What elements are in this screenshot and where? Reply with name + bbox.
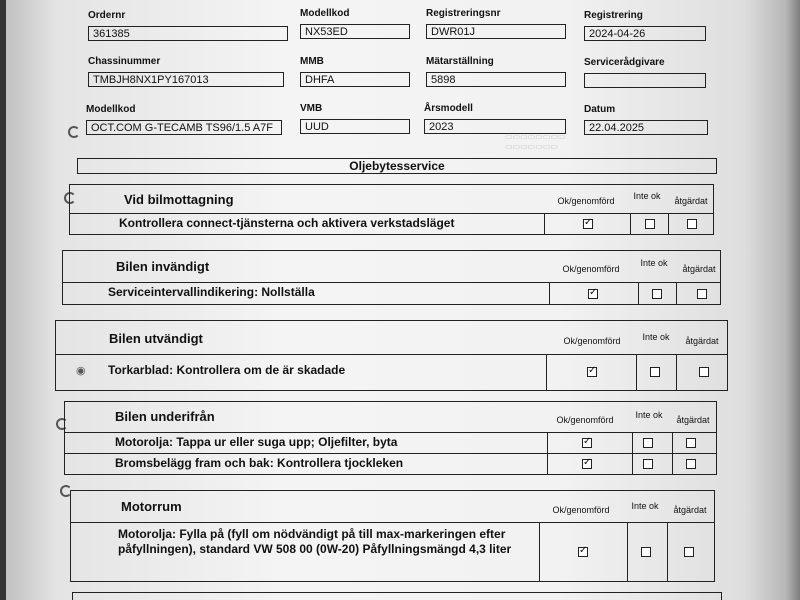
ok-cell xyxy=(549,283,639,305)
row-text: Motorolja: Fylla på (fyll om nödvändigt på till max-markeringen efter påfyllningen), standard VW 508 00 (0W-20) Påfyllningsmängd 4,3 liter xyxy=(118,527,512,556)
inte-ok-checkbox[interactable] xyxy=(643,438,653,448)
checklist-row xyxy=(65,454,716,475)
checklist-row xyxy=(56,355,727,391)
col-inte-ok-label: Inte ok xyxy=(640,258,668,268)
col-atgardat-label: åtgärdat xyxy=(682,264,716,274)
ok-checkbox[interactable] xyxy=(578,547,588,557)
chassinummer-value: TMBJH8NX1PY167013 xyxy=(88,72,284,87)
section-vid-bilmottagning xyxy=(69,184,714,235)
stamp-watermark: ▭▭▭▭▭▭▭▭ xyxy=(505,132,566,141)
section-header xyxy=(56,321,727,355)
section-header xyxy=(65,402,716,433)
section-title: Bilen invändigt xyxy=(116,259,210,274)
matarstallning-value: 5898 xyxy=(426,72,566,87)
section-header xyxy=(70,185,713,214)
modellkod1-value: NX53ED xyxy=(300,24,410,39)
paper-edge-shadow xyxy=(786,0,800,600)
col-inte-ok-label: Inte ok xyxy=(633,191,661,201)
col-ok-label: Ok/genomförd xyxy=(557,196,615,206)
atgardat-cell xyxy=(668,214,715,235)
vmb-label: VMB xyxy=(300,103,323,114)
ok-cell xyxy=(546,355,637,391)
ok-cell xyxy=(544,214,631,235)
ok-checkbox[interactable] xyxy=(582,438,592,448)
col-atgardat-label: åtgärdat xyxy=(674,196,708,206)
modellkod2-value: OCT.COM G-TECAMB TS96/1.5 A7F xyxy=(86,120,282,135)
col-ok-label: Ok/genomförd xyxy=(562,264,620,274)
eye-icon: ◉ xyxy=(76,365,86,377)
inte-ok-cell xyxy=(632,433,673,453)
inte-ok-cell xyxy=(630,214,669,235)
inte-ok-checkbox[interactable] xyxy=(643,459,653,469)
checklist-row xyxy=(65,433,716,454)
registrering-value: 2024-04-26 xyxy=(584,26,706,41)
inte-ok-checkbox[interactable] xyxy=(652,289,662,299)
atgardat-cell xyxy=(676,283,722,305)
vmb-value: UUD xyxy=(300,119,410,134)
modellkod2-label: Modellkod xyxy=(86,104,136,115)
col-inte-ok-label: Inte ok xyxy=(635,410,663,420)
arsmodell-label: Årsmodell xyxy=(424,103,473,114)
section-motorrum xyxy=(70,490,715,582)
col-atgardat-label: åtgärdat xyxy=(676,415,710,425)
datum-label: Datum xyxy=(584,104,616,115)
atgardat-checkbox[interactable] xyxy=(687,219,697,229)
vehicle-info-header xyxy=(78,0,714,142)
punch-hole-mark xyxy=(68,126,80,138)
arsmodell-value: 2023 xyxy=(424,119,566,134)
atgardat-checkbox[interactable] xyxy=(684,547,694,557)
registreringsnr-label: Registreringsnr xyxy=(426,8,501,19)
atgardat-cell xyxy=(676,355,729,391)
inte-ok-checkbox[interactable] xyxy=(645,219,655,229)
checklist-row xyxy=(71,523,714,582)
section-bilen-utvandigt xyxy=(55,320,728,391)
chassinummer-label: Chassinummer xyxy=(88,56,161,67)
ok-cell xyxy=(539,523,628,582)
background-strip xyxy=(0,0,6,600)
inte-ok-checkbox[interactable] xyxy=(641,547,651,557)
atgardat-checkbox[interactable] xyxy=(686,459,696,469)
ordernr-label: Ordernr xyxy=(88,10,126,21)
checklist-row xyxy=(70,214,713,235)
ok-cell xyxy=(547,433,633,453)
checklist-row xyxy=(63,283,720,305)
section-title: Vid bilmottagning xyxy=(124,192,234,207)
ok-checkbox[interactable] xyxy=(582,459,592,469)
section-header xyxy=(63,251,720,283)
registrering-label: Registrering xyxy=(584,10,643,21)
ordernr-value: 361385 xyxy=(88,26,288,41)
section-title: Bilen utvändigt xyxy=(109,331,203,346)
ok-checkbox[interactable] xyxy=(588,289,598,299)
row-text: Torkarblad: Kontrollera om de är skadade xyxy=(108,363,346,377)
inte-ok-cell xyxy=(638,283,677,305)
atgardat-checkbox[interactable] xyxy=(686,438,696,448)
col-ok-label: Ok/genomförd xyxy=(556,415,614,425)
inte-ok-checkbox[interactable] xyxy=(650,367,660,377)
inte-ok-cell xyxy=(632,454,673,475)
mmb-label: MMB xyxy=(300,56,324,67)
section-title: Bilen underifrån xyxy=(115,409,215,424)
atgardat-cell xyxy=(667,523,716,582)
matarstallning-label: Mätarställning xyxy=(426,56,494,67)
stamp-watermark-2: ▭▭▭▭▭▭▭ xyxy=(505,142,558,151)
atgardat-checkbox[interactable] xyxy=(699,367,709,377)
section-title: Motorrum xyxy=(121,499,182,514)
col-inte-ok-label: Inte ok xyxy=(631,501,659,511)
row-text: Bromsbelägg fram och bak: Kontrollera tjockleken xyxy=(115,456,404,470)
section-bilen-invandigt xyxy=(62,250,721,305)
row-text: Serviceintervallindikering: Nollställa xyxy=(108,285,315,299)
mmb-value: DHFA xyxy=(300,72,410,87)
ok-checkbox[interactable] xyxy=(583,219,593,229)
next-section-edge xyxy=(72,592,722,600)
section-header xyxy=(71,491,714,523)
col-inte-ok-label: Inte ok xyxy=(642,332,670,342)
modellkod1-label: Modellkod xyxy=(300,8,350,19)
col-atgardat-label: åtgärdat xyxy=(673,505,707,515)
servicerad-value xyxy=(584,73,706,88)
atgardat-checkbox[interactable] xyxy=(697,289,707,299)
inte-ok-cell xyxy=(636,355,677,391)
section-bilen-underifran xyxy=(64,401,717,475)
inte-ok-cell xyxy=(627,523,668,582)
registreringsnr-value: DWR01J xyxy=(426,24,566,39)
servicerad-label: Servicerådgivare xyxy=(584,57,665,68)
ok-cell xyxy=(547,454,633,475)
row-text: Kontrollera connect-tjänsterna och aktivera verkstadsläget xyxy=(119,216,455,230)
col-atgardat-label: åtgärdat xyxy=(685,336,719,346)
form-title: Oljebytesservice xyxy=(77,158,717,174)
col-ok-label: Ok/genomförd xyxy=(563,336,621,346)
row-text: Motorolja: Tappa ur eller suga upp; Oljefilter, byta xyxy=(115,435,398,449)
ok-checkbox[interactable] xyxy=(587,367,597,377)
atgardat-cell xyxy=(672,433,718,453)
datum-value: 22.04.2025 xyxy=(584,120,708,135)
atgardat-cell xyxy=(672,454,718,475)
col-ok-label: Ok/genomförd xyxy=(552,505,610,515)
